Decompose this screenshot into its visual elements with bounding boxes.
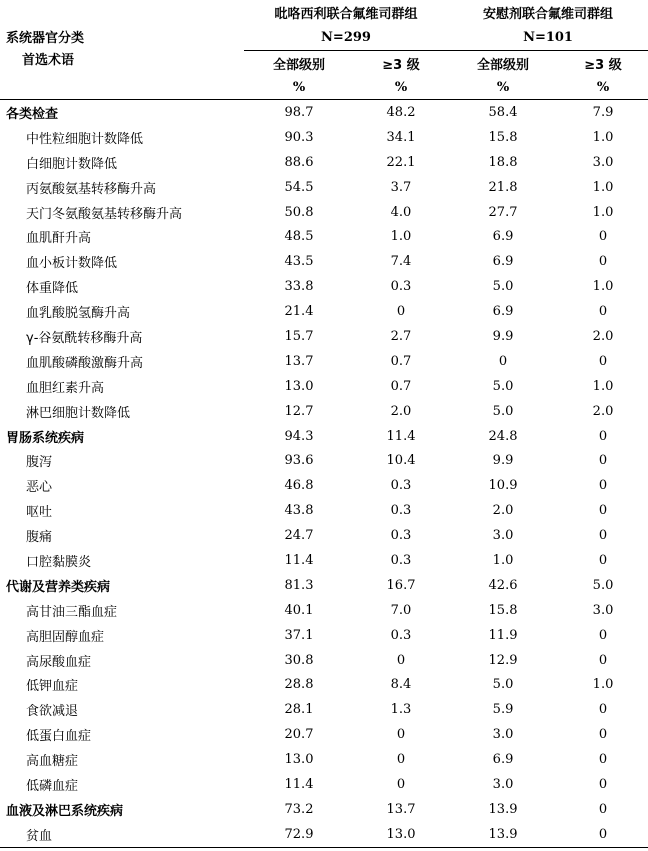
table-row bbox=[0, 772, 648, 797]
g2-all-grades-value: 58.4 bbox=[488, 104, 518, 120]
g2-all-grades-value: 6.9 bbox=[492, 304, 514, 320]
g2-all-grades-value: 5.0 bbox=[492, 378, 514, 394]
g1-all-grades-value: 21.4 bbox=[284, 304, 314, 320]
g2-grade3-value: 1.0 bbox=[592, 279, 614, 295]
g1-grade3-value: 4.0 bbox=[390, 204, 412, 220]
table-row bbox=[0, 747, 648, 772]
g1-grade3-value: 7.0 bbox=[390, 602, 412, 618]
g2-all-grades-value: 24.8 bbox=[488, 428, 518, 444]
group2-header: 安慰剂联合氟维司群组 bbox=[483, 7, 614, 22]
term-name: 口腔黏膜炎 bbox=[26, 554, 92, 570]
category-name: 胃肠系统疾病 bbox=[6, 430, 85, 446]
g1-grade3-value: 2.0 bbox=[390, 403, 412, 419]
g2-all-grades-value: 13.9 bbox=[488, 801, 518, 817]
g2-all-grades-value: 5.9 bbox=[492, 702, 514, 718]
table-row bbox=[0, 224, 648, 249]
table-row bbox=[0, 648, 648, 673]
g1-all-grades-value: 93.6 bbox=[284, 453, 314, 469]
g1-all-grades-value: 98.7 bbox=[284, 104, 314, 120]
table-row bbox=[0, 598, 648, 623]
term-name: 腹泻 bbox=[26, 455, 53, 471]
category-name: 血液及淋巴系统疾病 bbox=[6, 803, 124, 819]
g1-all-grades-value: 13.7 bbox=[284, 353, 314, 369]
g2-grade3-value: 0 bbox=[558, 822, 648, 847]
term-name: 血肌酐升高 bbox=[26, 231, 92, 247]
g1-grade3-value: 48.2 bbox=[386, 104, 416, 120]
category-name: 代谢及营养类疾病 bbox=[6, 579, 111, 595]
g1-grade3-value: 13.0 bbox=[354, 822, 448, 847]
g2-all-grades-value: 27.7 bbox=[488, 204, 518, 220]
g1-all-grades-value: 12.7 bbox=[284, 403, 314, 419]
g1-grade3-value: 34.1 bbox=[386, 129, 416, 145]
table-row bbox=[0, 697, 648, 722]
g1-grade3-value: 0 bbox=[396, 727, 406, 743]
g1-grade3-value: 0.7 bbox=[390, 353, 412, 369]
table-row bbox=[0, 672, 648, 697]
g1-all-grades-value: 81.3 bbox=[284, 577, 314, 593]
g2-all-grades-value: 3.0 bbox=[492, 528, 514, 544]
g2-grade3-value: 0 bbox=[598, 254, 608, 270]
g1-grade3-value: 1.0 bbox=[390, 229, 412, 245]
table-row bbox=[0, 374, 648, 399]
g1-grade3-value: 7.4 bbox=[390, 254, 412, 270]
term-name: 高胆固醇血症 bbox=[26, 629, 105, 645]
g2-grade3-value: 0 bbox=[598, 801, 608, 817]
term-name: 血乳酸脱氢酶升高 bbox=[26, 306, 131, 322]
table-header bbox=[0, 0, 648, 100]
table-row bbox=[0, 349, 648, 374]
g2-all-grades-value: 12.9 bbox=[488, 652, 518, 668]
term-name: 中性粒细胞计数降低 bbox=[26, 131, 144, 147]
g1-all-grades-value: 46.8 bbox=[284, 478, 314, 494]
term-name: 血小板计数降低 bbox=[26, 256, 118, 272]
table-row bbox=[0, 498, 648, 523]
g2-all-grades-value: 42.6 bbox=[488, 577, 518, 593]
g1-grade3-value: 0.3 bbox=[390, 503, 412, 519]
column-title-line1: 系统器官分类 bbox=[6, 30, 85, 46]
g2-grade3-value: 0 bbox=[598, 428, 608, 444]
g2-grade3-value: 7.9 bbox=[592, 104, 614, 120]
table-row bbox=[0, 175, 648, 200]
g2-grade3-value: 0 bbox=[598, 727, 608, 743]
term-name: 贫血 bbox=[0, 822, 244, 847]
g1-all-grades-header: 全部级别 bbox=[272, 57, 325, 73]
term-name: 淋巴细胞计数降低 bbox=[26, 405, 131, 421]
g1-grade3-value: 0 bbox=[396, 652, 406, 668]
table-row bbox=[0, 200, 648, 225]
g1-grade3-value: 0.3 bbox=[390, 528, 412, 544]
term-name: γ-谷氨酰转移酶升高 bbox=[26, 330, 143, 346]
category-row bbox=[0, 100, 648, 125]
g1-grade3-value: 8.4 bbox=[390, 677, 412, 693]
table-row bbox=[0, 299, 648, 324]
g2-all-grades-value: 5.0 bbox=[492, 677, 514, 693]
g1-all-grades-value: 24.7 bbox=[284, 528, 314, 544]
g1-all-grades-value: 73.2 bbox=[284, 801, 314, 817]
term-name: 高尿酸血症 bbox=[26, 654, 92, 670]
g1-all-grades-value: 11.4 bbox=[284, 776, 314, 792]
g2-grade3-value: 5.0 bbox=[592, 577, 614, 593]
g1-grade3-value: 0.3 bbox=[390, 627, 412, 643]
g1-grade3-value: 10.4 bbox=[386, 453, 416, 469]
column-title bbox=[0, 0, 244, 100]
g2-all-grades-value: 18.8 bbox=[488, 154, 518, 170]
g2-grade3-value: 0 bbox=[598, 552, 608, 568]
percent-unit: % bbox=[354, 75, 448, 100]
g2-grade3-value: 1.0 bbox=[592, 204, 614, 220]
term-name: 体重降低 bbox=[26, 281, 79, 297]
g2-all-grades-value: 5.0 bbox=[492, 279, 514, 295]
table-body bbox=[0, 100, 648, 848]
g1-all-grades-value: 13.0 bbox=[284, 378, 314, 394]
g2-grade3-value: 2.0 bbox=[592, 328, 614, 344]
g2-all-grades-value: 0 bbox=[498, 353, 508, 369]
g1-all-grades-value: 37.1 bbox=[284, 627, 314, 643]
g1-grade3-value: 16.7 bbox=[386, 577, 416, 593]
g1-all-grades-value: 50.8 bbox=[284, 204, 314, 220]
g1-all-grades-value: 28.8 bbox=[284, 677, 314, 693]
g2-all-grades-value: 3.0 bbox=[492, 727, 514, 743]
g2-all-grades-value: 6.9 bbox=[492, 229, 514, 245]
g2-grade3-value: 3.0 bbox=[592, 154, 614, 170]
table-row bbox=[0, 249, 648, 274]
percent-unit: % bbox=[558, 75, 648, 100]
g1-all-grades-value: 94.3 bbox=[284, 428, 314, 444]
term-name: 高血糖症 bbox=[26, 754, 79, 770]
g2-grade3-value: 1.0 bbox=[592, 129, 614, 145]
g1-all-grades-value: 40.1 bbox=[284, 602, 314, 618]
g2-all-grades-value: 6.9 bbox=[492, 752, 514, 768]
g2-all-grades-value: 1.0 bbox=[492, 552, 514, 568]
term-name: 恶心 bbox=[26, 480, 53, 496]
percent-unit: % bbox=[244, 75, 354, 100]
g2-all-grades-value: 10.9 bbox=[488, 478, 518, 494]
g1-all-grades-value: 11.4 bbox=[284, 552, 314, 568]
table-row bbox=[0, 548, 648, 573]
table-row bbox=[0, 324, 648, 349]
g1-grade3-value: 0.7 bbox=[390, 378, 412, 394]
g2-grade3-value: 3.0 bbox=[592, 602, 614, 618]
g1-grade3-value: 22.1 bbox=[386, 154, 416, 170]
g2-grade3-value: 0 bbox=[598, 752, 608, 768]
term-name: 天门冬氨酸氨基转移酶升高 bbox=[26, 206, 183, 222]
g2-grade3-header: ≥3 级 bbox=[584, 57, 622, 73]
g2-grade3-value: 0 bbox=[598, 702, 608, 718]
g1-all-grades-value: 88.6 bbox=[284, 154, 314, 170]
g2-grade3-value: 0 bbox=[598, 453, 608, 469]
g2-all-grades-value: 11.9 bbox=[488, 627, 518, 643]
table-row bbox=[0, 125, 648, 150]
table-row bbox=[0, 399, 648, 424]
g2-grade3-value: 1.0 bbox=[592, 378, 614, 394]
g2-all-grades-value: 3.0 bbox=[492, 776, 514, 792]
g1-grade3-header: ≥3 级 bbox=[382, 57, 420, 73]
table-row bbox=[0, 523, 648, 548]
g1-grade3-value: 2.7 bbox=[390, 328, 412, 344]
table-row bbox=[0, 274, 648, 299]
g1-grade3-value: 0.3 bbox=[390, 279, 412, 295]
g1-all-grades-value: 30.8 bbox=[284, 652, 314, 668]
g2-grade3-value: 1.0 bbox=[592, 677, 614, 693]
table-row bbox=[0, 623, 648, 648]
term-name: 血胆红素升高 bbox=[26, 380, 105, 396]
g2-all-grades-value: 6.9 bbox=[492, 254, 514, 270]
category-row bbox=[0, 424, 648, 449]
term-name: 高甘油三酯血症 bbox=[26, 604, 118, 620]
g2-grade3-value: 0 bbox=[598, 652, 608, 668]
g1-all-grades-value: 72.9 bbox=[244, 822, 354, 847]
g1-grade3-value: 3.7 bbox=[390, 179, 412, 195]
g1-all-grades-value: 13.0 bbox=[284, 752, 314, 768]
column-title-line2: 首选术语 bbox=[22, 52, 75, 68]
g1-grade3-value: 0 bbox=[396, 752, 406, 768]
table-row bbox=[0, 448, 648, 473]
group2-n: N=101 bbox=[448, 25, 648, 51]
g2-grade3-value: 2.0 bbox=[592, 403, 614, 419]
g1-all-grades-value: 20.7 bbox=[284, 727, 314, 743]
g2-grade3-value: 0 bbox=[598, 229, 608, 245]
term-name: 腹痛 bbox=[26, 530, 53, 546]
g2-all-grades-value: 5.0 bbox=[492, 403, 514, 419]
term-name: 呕吐 bbox=[26, 505, 53, 521]
term-name: 血肌酸磷酸激酶升高 bbox=[26, 355, 144, 371]
g1-all-grades-value: 48.5 bbox=[284, 229, 314, 245]
g2-grade3-value: 1.0 bbox=[592, 179, 614, 195]
table-row bbox=[0, 722, 648, 747]
category-row bbox=[0, 573, 648, 598]
g2-grade3-value: 0 bbox=[598, 776, 608, 792]
g2-grade3-value: 0 bbox=[598, 353, 608, 369]
g1-all-grades-value: 43.8 bbox=[284, 503, 314, 519]
g2-all-grades-value: 9.9 bbox=[492, 453, 514, 469]
g2-grade3-value: 0 bbox=[598, 304, 608, 320]
term-name: 丙氨酸氨基转移酶升高 bbox=[26, 181, 157, 197]
g1-grade3-value: 11.4 bbox=[386, 428, 416, 444]
g1-grade3-value: 1.3 bbox=[390, 702, 412, 718]
g1-grade3-value: 13.7 bbox=[386, 801, 416, 817]
group1-n: N=299 bbox=[244, 25, 448, 51]
table-row bbox=[0, 150, 648, 175]
g2-all-grades-value: 2.0 bbox=[492, 503, 514, 519]
term-name: 低钾血症 bbox=[26, 679, 79, 695]
term-name: 白细胞计数降低 bbox=[26, 156, 118, 172]
g2-grade3-value: 0 bbox=[598, 528, 608, 544]
g1-all-grades-value: 54.5 bbox=[284, 179, 314, 195]
g2-all-grades-value: 13.9 bbox=[448, 822, 558, 847]
term-name: 食欲减退 bbox=[26, 704, 79, 720]
table-row bbox=[0, 822, 648, 847]
group1-header: 吡咯西利联合氟维司群组 bbox=[274, 7, 418, 22]
g1-all-grades-value: 43.5 bbox=[284, 254, 314, 270]
g2-grade3-value: 0 bbox=[598, 478, 608, 494]
term-name: 低蛋白血症 bbox=[26, 729, 92, 745]
category-name: 各类检查 bbox=[6, 106, 59, 122]
percent-unit: % bbox=[448, 75, 558, 100]
g2-all-grades-value: 9.9 bbox=[492, 328, 514, 344]
g2-all-grades-header: 全部级别 bbox=[477, 57, 530, 73]
g1-grade3-value: 0.3 bbox=[390, 552, 412, 568]
g1-grade3-value: 0 bbox=[396, 776, 406, 792]
g2-all-grades-value: 15.8 bbox=[488, 602, 518, 618]
g1-all-grades-value: 90.3 bbox=[284, 129, 314, 145]
category-row bbox=[0, 797, 648, 822]
g1-grade3-value: 0.3 bbox=[390, 478, 412, 494]
term-name: 低磷血症 bbox=[26, 778, 79, 794]
g1-grade3-value: 0 bbox=[396, 304, 406, 320]
g2-all-grades-value: 21.8 bbox=[488, 179, 518, 195]
g1-all-grades-value: 33.8 bbox=[284, 279, 314, 295]
g1-all-grades-value: 15.7 bbox=[284, 328, 314, 344]
g1-all-grades-value: 28.1 bbox=[284, 702, 314, 718]
g2-all-grades-value: 15.8 bbox=[488, 129, 518, 145]
g2-grade3-value: 0 bbox=[598, 503, 608, 519]
table-row bbox=[0, 473, 648, 498]
g2-grade3-value: 0 bbox=[598, 627, 608, 643]
